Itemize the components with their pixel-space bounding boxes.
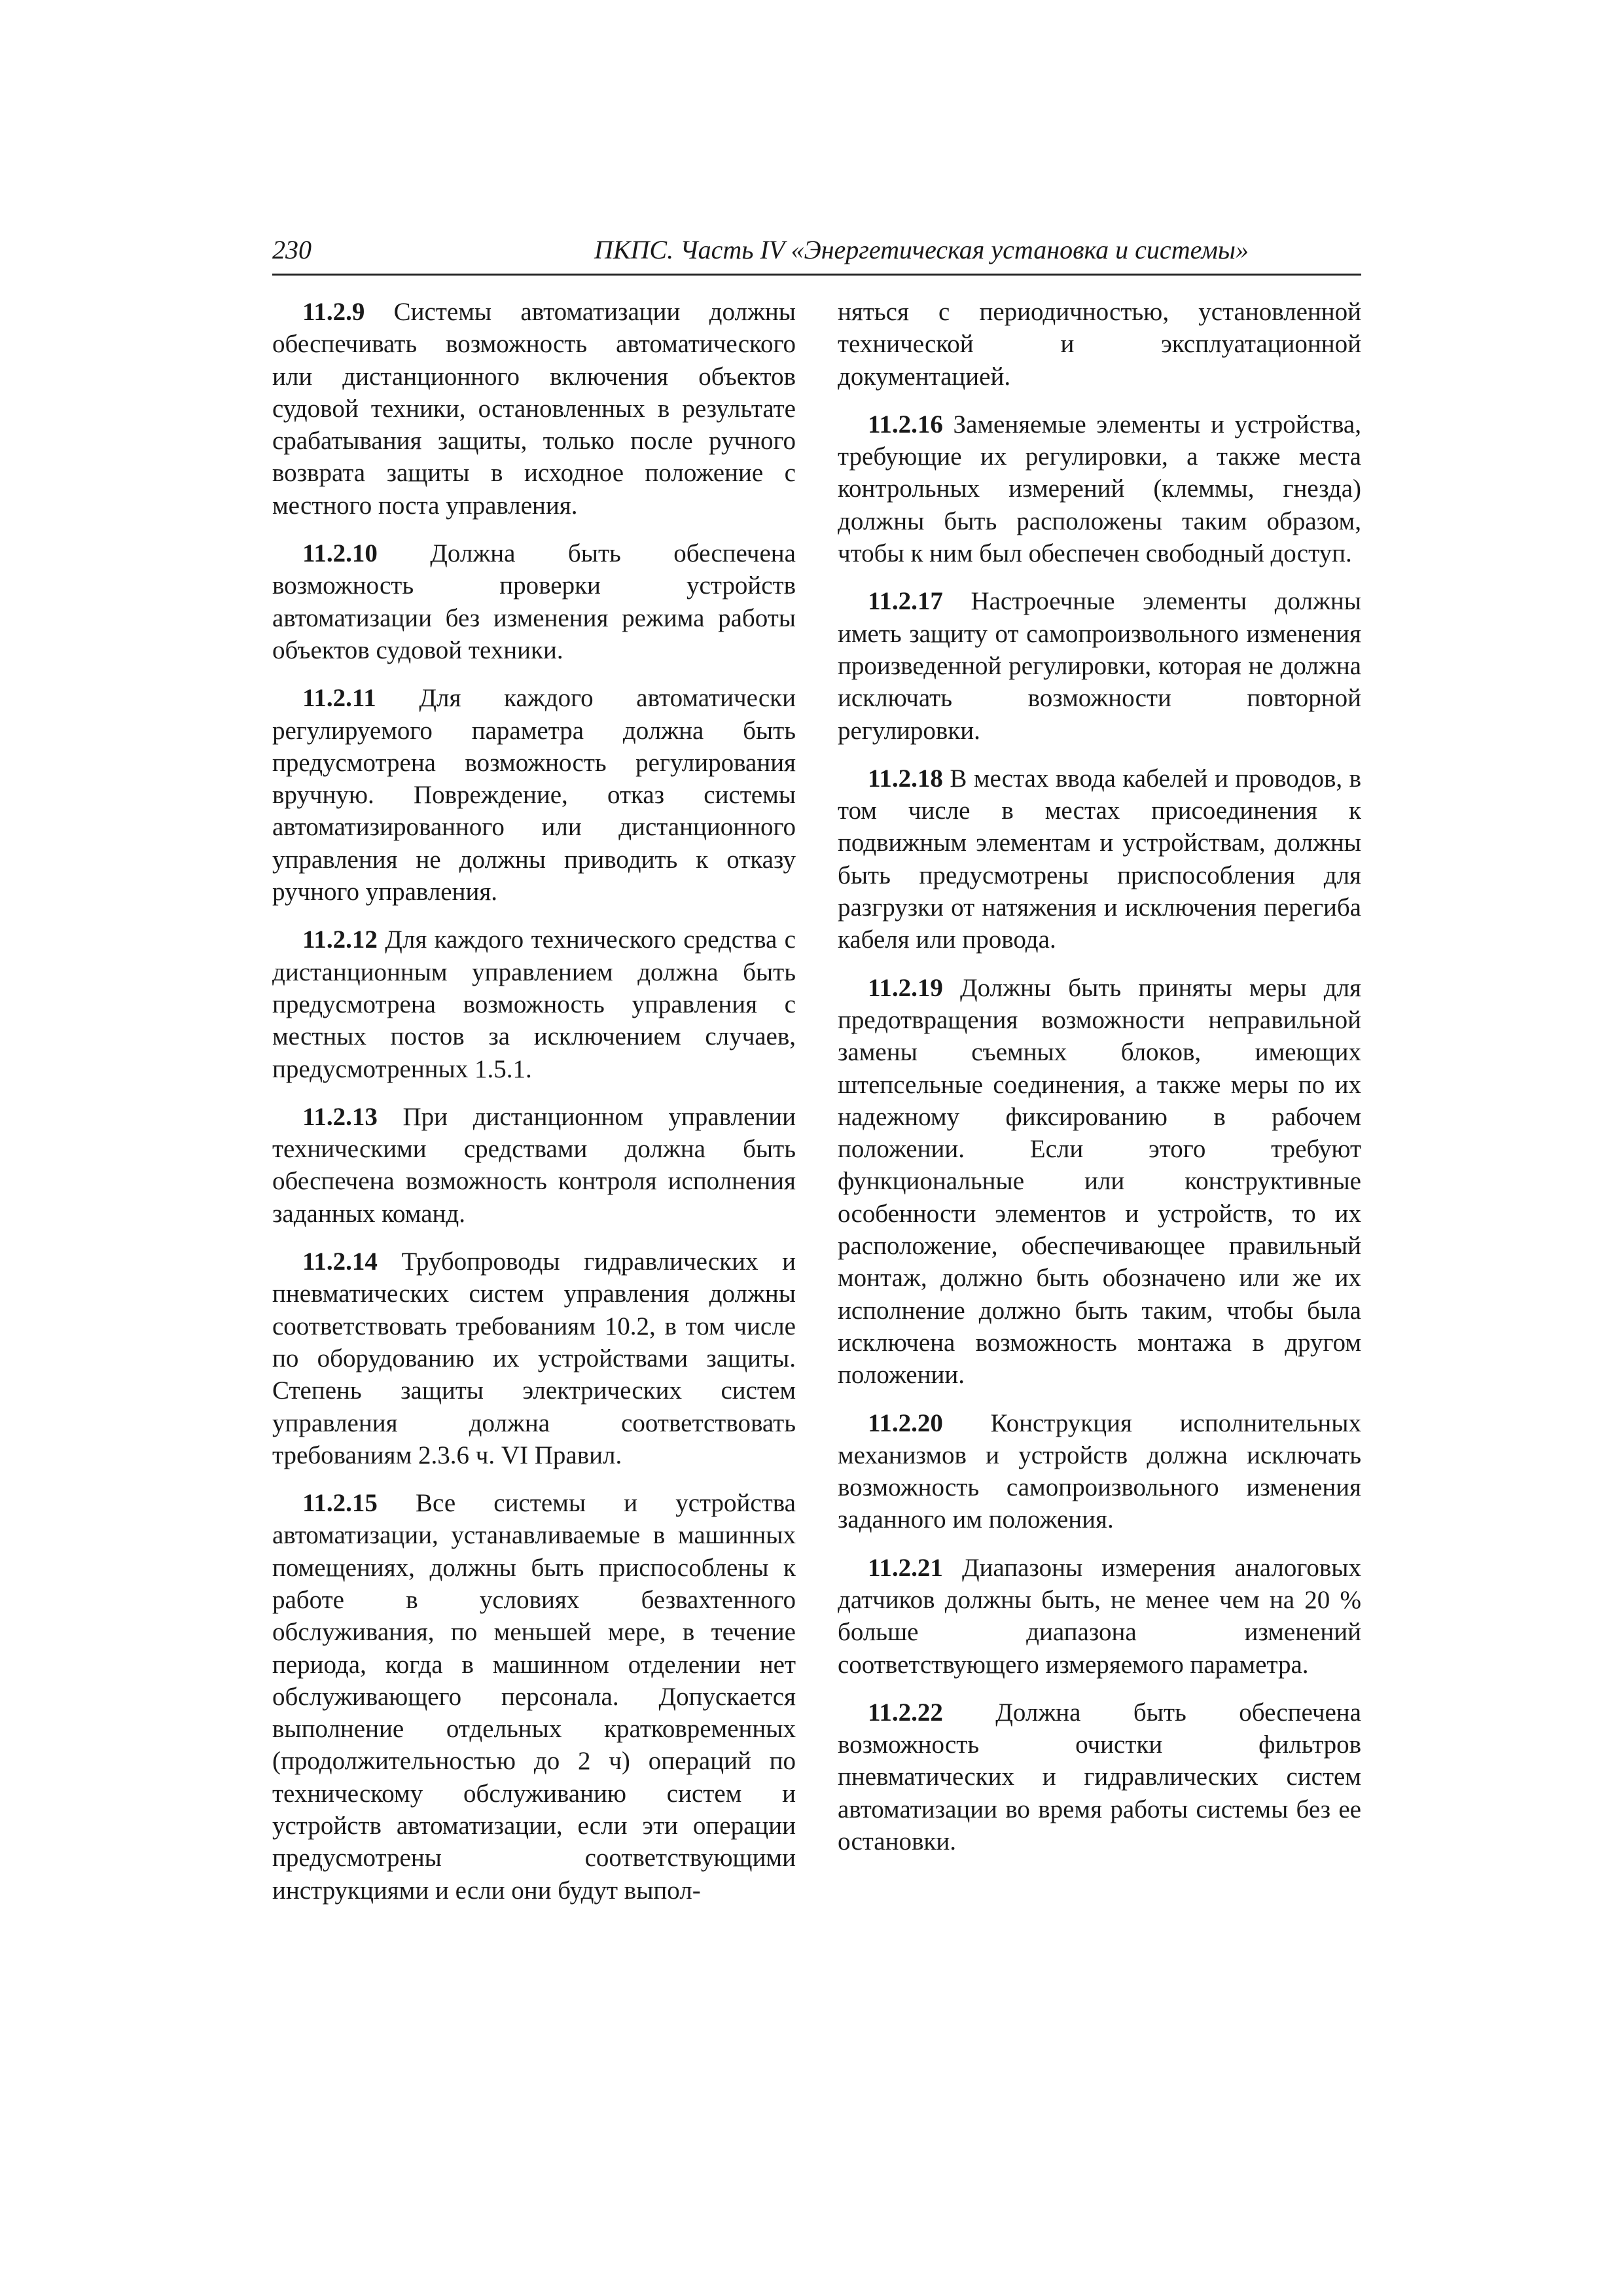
paragraph-11-2-11 [272,682,796,908]
clause-number: 11.2.9 [302,298,365,326]
clause-number: 11.2.22 [868,1698,943,1727]
clause-number: 11.2.20 [868,1408,943,1437]
clause-text: Трубопроводы гидравлических и пневматических систем управления должны соответствовать требованиям 10.2, в том числе по оборудованию их устройствами защиты. Степень защиты электрических систем управления должна соответствовать требованиям 2.3.6 ч. VI Правил. [272,1247,796,1469]
clause-text: Все системы и устройства автоматизации, устанавливаемые в машинных помещениях, должны быть приспособлены к работе в условиях безвахтенного обслуживания, по меньшей мере, в течение периода, когда в машинном отделении нет обслуживающего персонала. Допускается выполнение отдельных кратковременных (продолжительностью до 2 ч) операций по техническому обслуживанию систем и устройств автоматизации, если эти операции предусмотрены соответствующими инструкциями и если они будут выпол- [272,1489,796,1905]
clause-number: 11.2.18 [868,764,943,793]
page-header [272,230,1361,276]
left-column [272,296,796,1922]
clause-text: Системы автоматизации должны обеспечивать возможность автоматического или дистанционного включения объектов судовой техники, остановленных в результате срабатывания защиты, только после ручного возврата защиты в исходное положение с местного поста управления. [272,298,796,520]
clause-number: 11.2.13 [302,1102,378,1131]
paragraph-11-2-9 [272,296,796,522]
paragraph-11-2-15 [272,1487,796,1907]
clause-text: Конструкция исполнительных механизмов и устройств должна исключать возможность самопроизвольного изменения заданного им положения. [838,1408,1361,1534]
clause-text: Настроечные элементы должны иметь защиту от самопроизвольного изменения произведенной регулировки, которая не должна исключать возможности повторной регулировки. [838,587,1361,745]
clause-text: Для каждого автоматически регулируемого параметра должна быть предусмотрена возможность регулирования вручную. Повреждение, отказ системы автоматизированного или дистанционного управления не должны приводить к отказу ручного управления. [272,684,796,906]
right-column [838,296,1361,1873]
paragraph-11-2-18 [838,762,1361,956]
paragraph-11-2-12 [272,924,796,1085]
paragraph-11-2-10 [272,537,796,666]
clause-text: Должны быть приняты меры для предотвращения возможности неправильной замены съемных блоков, имеющих штепсельные соединения, а также меры по их надежному фиксированию в рабочем положении. Если этого требуют функциональные или конструктивные особенности элементов и устройств, то их расположение, обеспечивающее правильный монтаж, должно быть обозначено или же их исполнение должно быть таким, чтобы была исключена возможность монтажа в другом положении. [838,973,1361,1390]
clause-number: 11.2.11 [302,684,376,713]
clause-text: Заменяемые элементы и устройства, требующие их регулировки, а также места контрольных измерений (клеммы, гнезда) должны быть расположены таким образом, чтобы к ним был обеспечен свободный доступ. [838,410,1361,568]
clause-number: 11.2.21 [868,1553,943,1582]
paragraph-11-2-16 [838,408,1361,569]
clause-number: 11.2.15 [302,1489,378,1518]
paragraph-11-2-20 [838,1407,1361,1536]
paragraph-11-2-19 [838,972,1361,1391]
paragraph-continuation: няться с периодичностью, установленной технической и эксплуатационной документацией. [838,298,1361,391]
clause-text: Диапазоны измерения аналоговых датчиков должны быть, не менее чем на 20 % больше диапазона изменений соответствующего измеряемого параметра. [838,1553,1361,1679]
paragraph-11-2-13 [272,1101,796,1230]
clause-number: 11.2.17 [868,587,943,616]
clause-text: Должна быть обеспечена возможность проверки устройств автоматизации без изменения режима работы объектов судовой техники. [272,539,796,664]
clause-number: 11.2.10 [302,539,378,568]
clause-text: Для каждого технического средства с дистанционным управлением должна быть предусмотрена возможность управления с местных постов за исключением случаев, предусмотренных 1.5.1. [272,925,796,1083]
clause-text: При дистанционном управлении техническими средствами должна быть обеспечена возможность контроля исполнения заданных команд. [272,1102,796,1228]
paragraph-11-2-17 [838,585,1361,746]
clause-number: 11.2.16 [868,410,943,439]
clause-number: 11.2.14 [302,1247,378,1276]
clause-number: 11.2.19 [868,973,943,1002]
clause-text: Должна быть обеспечена возможность очистки фильтров пневматических и гидравлических систем автоматизации во время работы системы без ее остановки. [838,1698,1361,1856]
paragraph-11-2-14 [272,1246,796,1471]
paragraph-11-2-21 [838,1552,1361,1681]
running-title: ПКПС. Часть IV «Энергетическая установка и системы» [594,235,1249,264]
clause-text: В местах ввода кабелей и проводов, в том числе в местах присоединения к подвижным элементам и устройствам, должны быть предусмотрены приспособления для разгрузки от натяжения и исключения перегиба кабеля или провода. [838,764,1361,954]
page-number: 230 [272,235,312,264]
clause-number: 11.2.12 [302,925,378,954]
paragraph-11-2-22 [838,1696,1361,1857]
